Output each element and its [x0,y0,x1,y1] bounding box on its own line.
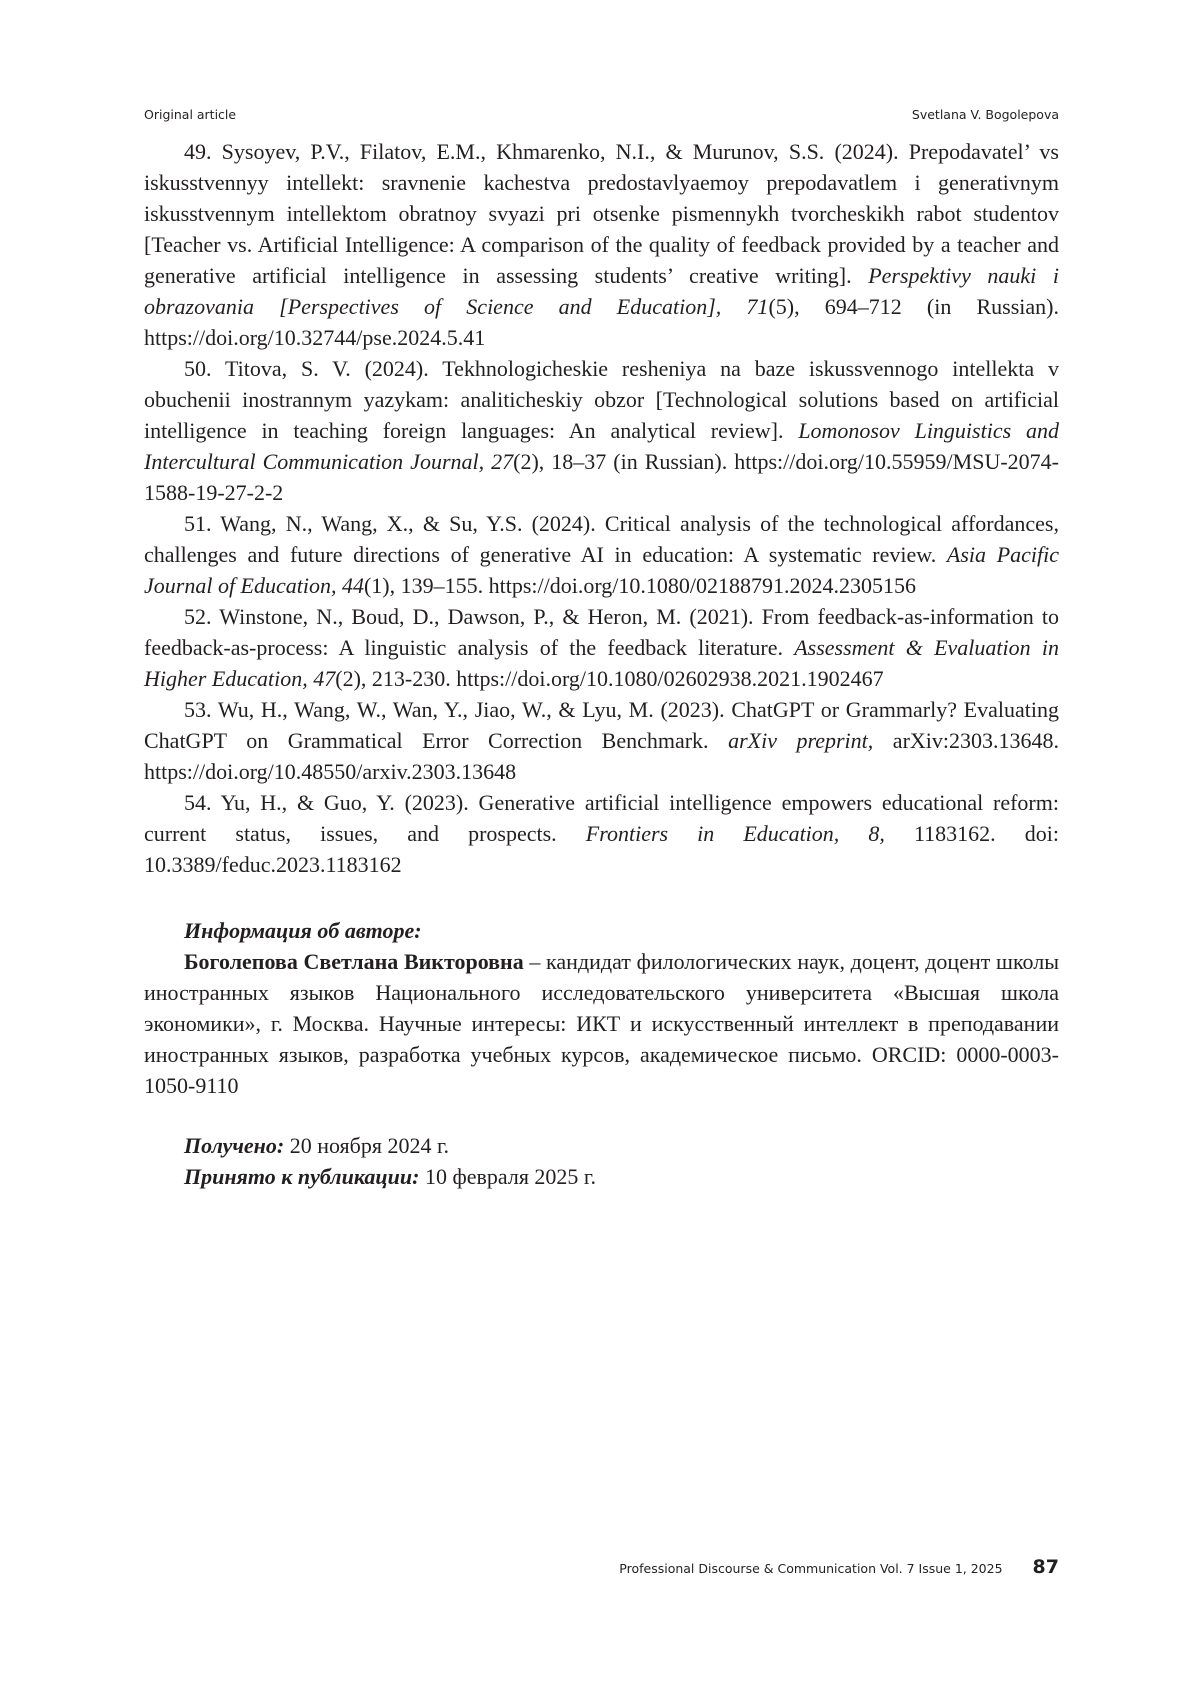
journal-citation: Professional Discourse & Communication Vol. 7 Issue 1, 2025 [619,1561,1003,1576]
reference-source: arXiv preprint, [728,728,874,753]
reference-source: Assessment & Evaluation in Higher Education, 47 [144,635,1059,691]
reference-item: 52. Winstone, N., Boud, D., Dawson, P., & Heron, M. (2021). From feedback-as-information to feedback-as-process: A linguistic analysis of the feedback literature. Assessment & Evaluation in Higher Education, 47(2), 213-230. https://doi.org/10.1080/02602938.2021.1902467 [144,604,1059,691]
reference-item: 53. Wu, H., Wang, W., Wan, Y., Jiao, W., & Lyu, M. (2023). ChatGPT or Grammarly? Evaluating ChatGPT on Grammatical Error Correction Benchmark. arXiv preprint, arXiv:2303.13648. https://doi.org/10.48550/arxiv.2303.13648 [144,697,1060,784]
author-running-name: Svetlana V. Bogolepova [911,107,1059,122]
author-info-heading: Информация об авторе: [184,918,422,943]
page-footer [500,1556,1059,1578]
reference-item: 51. Wang, N., Wang, X., & Su, Y.S. (2024). Critical analysis of the technological affordances, challenges and future directions of generative AI in education: A systematic review. Asia Pacific Journal of Education, 44(1), 139–155. https://doi.org/10.1080/02188791.2024.2305156 [144,511,1059,598]
publication-dates [144,1130,1059,1192]
reference-source: Asia Pacific Journal of Education, 44 [144,542,1059,598]
reference-item: 54. Yu, H., & Guo, Y. (2023). Generative artificial intelligence empowers educational reform: current status, issues, and prospects. Frontiers in Education, 8, 1183162. doi: 10.3389/feduc.2023.1183162 [144,790,1059,877]
page-number: 87 [1032,1556,1059,1578]
reference-item: 50. Titova, S. V. (2024). Tekhnologicheskie resheniya na baze iskussvennogo intellekta v obuchenii inostrannym yazykam: analiticheskiy obzor [Technological solutions based on artificial intelligence in teaching foreign languages: An analytical review]. Lomonosov Linguistics and Intercultural Communication Journal, 27(2), 18–37 (in Russian). https://doi.org/10.55959/MSU-2074-1588-19-27-2-2 [144,356,1059,505]
author-name: Боголепова Светлана Викторовна [184,949,524,974]
reference-source: Perspektivy nauki i obrazovania [Perspectives of Science and Education], 71 [144,263,1059,319]
running-header [144,107,1059,122]
author-bio-text: – кандидат филологических наук, доцент, доцент школы иностранных языков Национального исследовательского университета «Высшая школа экономики», г. Москва. Научные интересы: ИКТ и искусственный интеллект в преподавании иностранных языков, разработка учебных курсов, академическое письмо. ORCID: 0000-0003-1050-9110 [144,949,1059,1098]
reference-source: Frontiers in Education, 8, [585,821,885,846]
article-type-label: Original article [144,107,237,122]
reference-source: Lomonosov Linguistics and Intercultural Communication Journal, 27 [144,418,1059,474]
reference-list [144,136,1059,880]
received-date: Получено: 20 ноября 2024 г. [184,1133,450,1158]
accepted-date: Принято к публикации: 10 февраля 2025 г. [184,1164,596,1189]
author-info-section [144,915,1059,1101]
reference-item: 49. Sysoyev, P.V., Filatov, E.M., Khmarenko, N.I., & Murunov, S.S. (2024). Prepodavatel’ vs iskusstvennyy intellekt: sravnenie kachestva predostavlyaemoy prepodavatlem i generativnym iskusstvennym intellektom obratnoy svyazi pri otsenke pismennykh tvorcheskikh rabot studentov [Teacher vs. Artificial Intelligence: A comparison of the quality of feedback provided by a teacher and generative artificial intelligence in assessing students’ creative writing]. Perspektivy nauki i obrazovania [Perspectives of Science and Education], 71(5), 694–712 (in Russian). https://doi.org/10.32744/pse.2024.5.41 [144,139,1059,350]
author-bio [144,946,1059,1101]
